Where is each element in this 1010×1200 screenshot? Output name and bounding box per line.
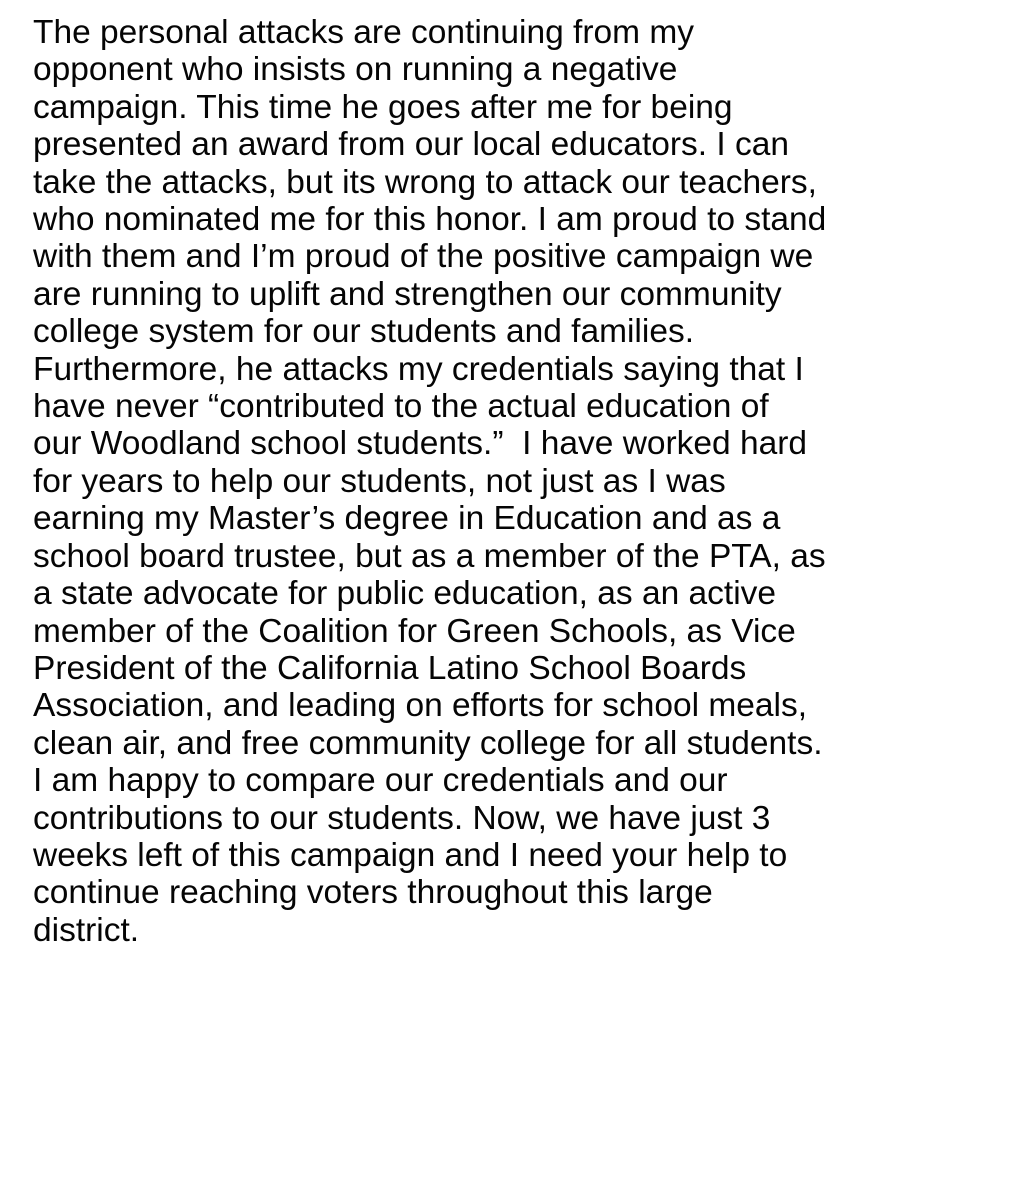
text-line: have never “contributed to the actual education of (33, 388, 769, 426)
text-line: continue reaching voters throughout this large (33, 874, 713, 912)
text-line: school board trustee, but as a member of the PTA, as (33, 537, 826, 575)
text-line: take the attacks, but its wrong to attack our teachers, (33, 163, 817, 201)
text-line: I am happy to compare our credentials and our (33, 762, 728, 800)
text-line: presented an award from our local educators. I can (33, 126, 790, 164)
text-line: campaign. This time he goes after me for being (33, 88, 733, 126)
text-line: clean air, and free community college for all students. (33, 724, 823, 762)
text-line: President of the California Latino School Boards (33, 649, 747, 687)
text-line: who nominated me for this honor. I am proud to stand (33, 201, 827, 239)
text-line: Furthermore, he attacks my credentials saying that I (33, 350, 804, 388)
text-line: earning my Master’s degree in Education and as a (33, 500, 781, 538)
text-line: Association, and leading on efforts for school meals, (33, 687, 808, 725)
text-line: The personal attacks are continuing from my (33, 14, 695, 51)
text-line: opponent who insists on running a negative (33, 51, 678, 89)
text-line: our Woodland school students.” I have worked hard (33, 425, 808, 463)
text-line: with them and I’m proud of the positive campaign we (33, 238, 814, 276)
text-line: a state advocate for public education, as an active (33, 575, 777, 613)
text-line: contributions to our students. Now, we have just 3 (33, 799, 771, 837)
text-line: weeks left of this campaign and I need your help to (33, 836, 788, 874)
text-line: for years to help our students, not just as I was (33, 462, 726, 500)
text-line: are running to uplift and strengthen our community (33, 275, 782, 313)
post-body-text (33, 14, 998, 949)
text-line: member of the Coalition for Green Schools, as Vice (33, 612, 796, 650)
text-line: college system for our students and families. (33, 313, 695, 351)
text-line: district. (33, 911, 140, 949)
